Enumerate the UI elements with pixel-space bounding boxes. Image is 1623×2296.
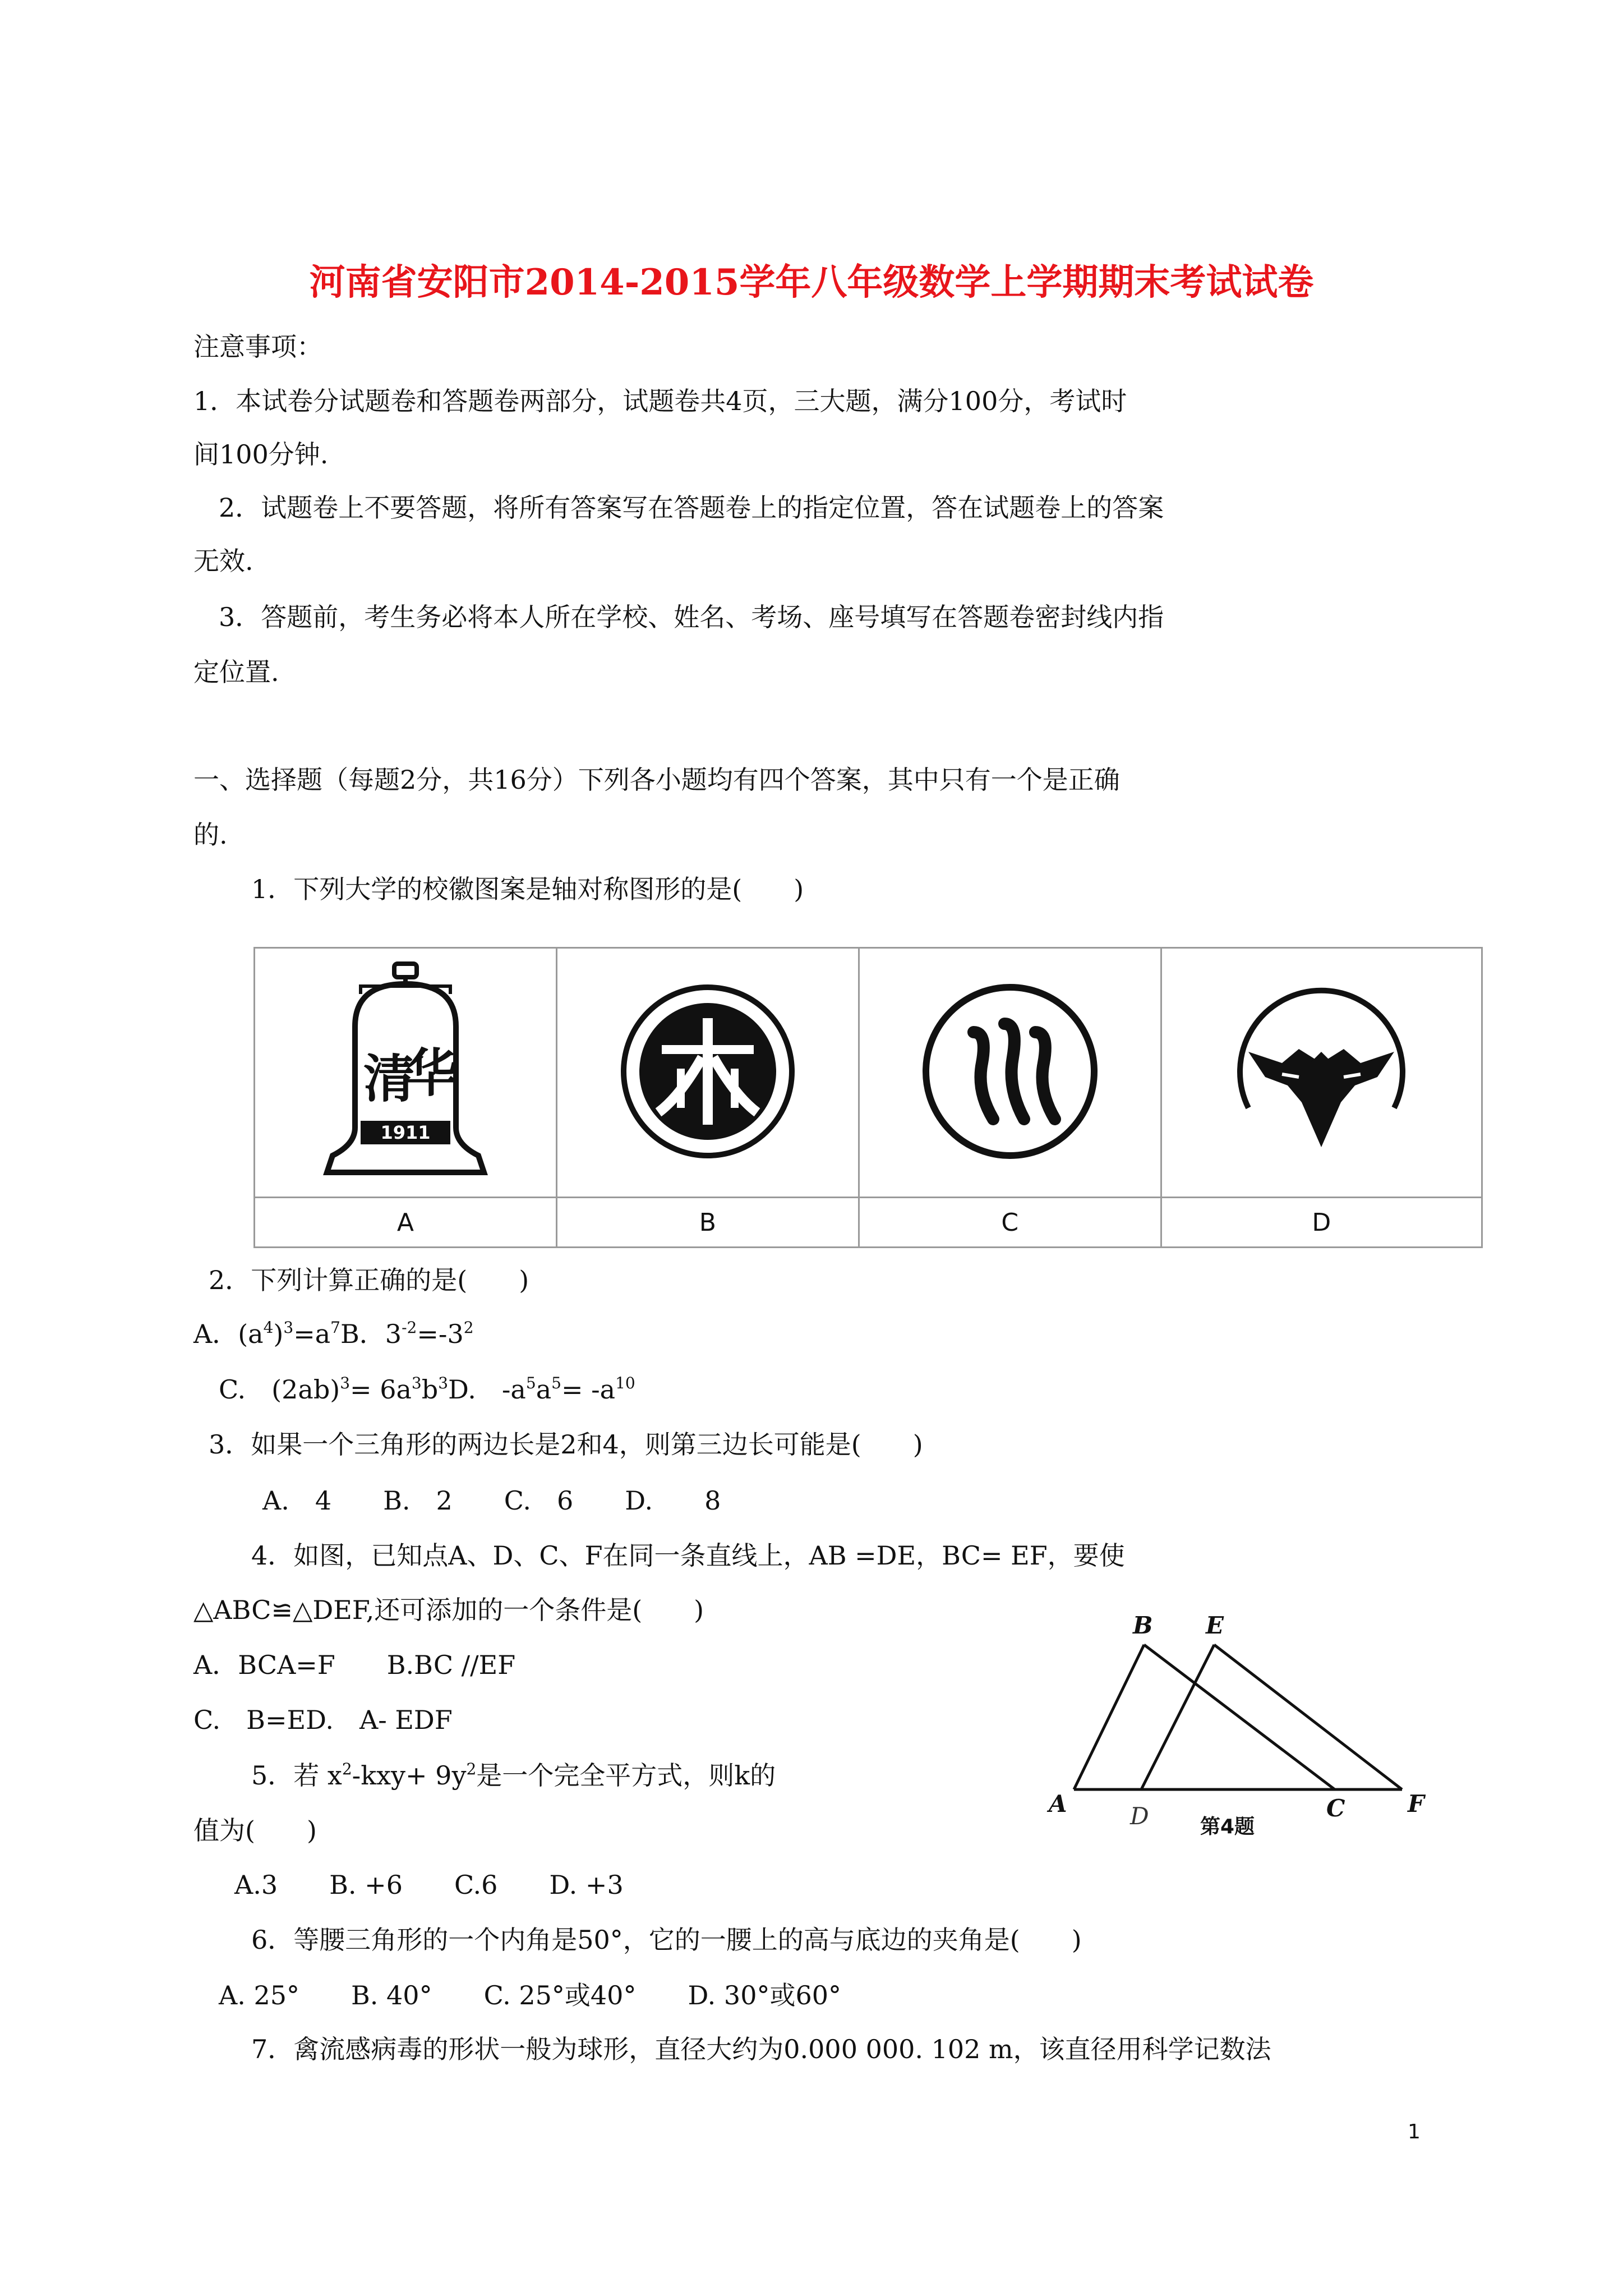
question-5-options: A.3 B. +6 C.6 D. +3 — [234, 1870, 624, 1900]
question-4-stem: 4．如图，已知点A、D、C、F在同一条直线上，AB =DE，BC= EF，要使 — [251, 1540, 1125, 1571]
section-1-heading-b: 的. — [193, 820, 228, 850]
logo-cell-a — [255, 948, 557, 1198]
notice-heading: 注意事项： — [193, 332, 322, 362]
question-6-options: A. 25° B. 40° C. 25°或40° D. 30°或60° — [219, 1980, 841, 2010]
logo-cell-c — [859, 948, 1161, 1198]
question-1-stem: 1．下列大学的校徽图案是轴对称图形的是( ) — [251, 874, 804, 904]
page-number: 1 — [1408, 2120, 1421, 2143]
svg-text:清: 清 — [363, 1049, 415, 1109]
fig-label-a: A — [1049, 1790, 1067, 1818]
question-4-stem-b: △ABC≌△DEF,还可添加的一个条件是( ) — [193, 1595, 704, 1625]
fig-label-b: B — [1133, 1612, 1153, 1639]
question-4-options-ab: A．BCA=F B.BC //EF — [193, 1650, 516, 1680]
bell-logo-icon — [316, 959, 495, 1184]
label-d: D — [1161, 1198, 1482, 1248]
label-b: B — [556, 1198, 859, 1248]
svg-text:华: 华 — [405, 1043, 457, 1103]
label-a: A — [255, 1198, 557, 1248]
fig-label-e: E — [1206, 1612, 1224, 1639]
question-5-stem: 5．若 $x^2-kxy+ 9y^2$是一个完全平方式，则k的 — [251, 1760, 776, 1791]
question-3-options: A. 4 B. 2 C. 6 D. 8 — [262, 1485, 721, 1516]
question-5-stem-b: 值为( ) — [193, 1815, 317, 1846]
fig-label-d: D — [1130, 1802, 1149, 1830]
logo-cell-b — [556, 948, 859, 1198]
wave-logo-icon — [920, 979, 1100, 1164]
question-2-options-ab: A．$(a^4)^3=a^7B$．$3^{-2}=-3^2$ — [193, 1318, 474, 1349]
question-3-stem: 3．如果一个三角形的两边长是2和4，则第三边长可能是( ) — [209, 1429, 923, 1460]
segment-de — [1141, 1645, 1214, 1789]
section-1-heading: 一、选择题（每题2分，共16分）下列各小题均有四个答案，其中只有一个是正确 — [193, 765, 1120, 795]
segment-ab — [1074, 1645, 1144, 1789]
notice-line-3: 3．答题前，考生务必将本人所在学校、姓名、考场、座号填写在答题卷密封线内指 — [219, 602, 1164, 632]
q4-triangle-figure — [1043, 1604, 1486, 1868]
question-2-options-cd: C. $(2ab)^3= 6a^3b^3D$. $-a^5a^5= -a^{10}$ — [219, 1374, 635, 1405]
fig-caption: 第4题 — [1200, 1815, 1255, 1838]
fig-label-f: F — [1408, 1790, 1424, 1818]
peking-logo-icon — [618, 979, 797, 1164]
logo-cell-d — [1161, 948, 1482, 1198]
notice-line-1b: 间100分钟. — [193, 439, 329, 470]
logo-a-year: 1911 — [380, 1122, 431, 1143]
notice-line-1: 1．本试卷分试题卷和答题卷两部分，试题卷共4页，三大题，满分100分，考试时 — [193, 386, 1127, 416]
question-2-stem: 2．下列计算正确的是( ) — [209, 1265, 529, 1295]
fig-label-c: C — [1326, 1795, 1345, 1822]
question-4-options-cd: C. B=ED. A- EDF — [193, 1705, 453, 1735]
notice-line-2b: 无效. — [193, 546, 253, 576]
label-c: C — [859, 1198, 1161, 1248]
notice-line-3b: 定位置. — [193, 657, 279, 687]
exam-title: 河南省安阳市2014-2015学年八年级数学上学期期末考试试卷 — [309, 261, 1314, 303]
question-6-stem: 6．等腰三角形的一个内角是50°，它的一腰上的高与底边的夹角是( ) — [251, 1925, 1082, 1955]
notice-line-2: 2．试题卷上不要答题，将所有答案写在答题卷上的指定位置，答在试题卷上的答案 — [219, 493, 1164, 523]
eagle-logo-icon — [1226, 979, 1417, 1164]
q1-logo-table — [253, 947, 1483, 1248]
question-7-stem: 7．禽流感病毒的形状一般为球形，直径大约为0.000 000. 102 m，该直径用科学记数法 — [251, 2034, 1271, 2064]
